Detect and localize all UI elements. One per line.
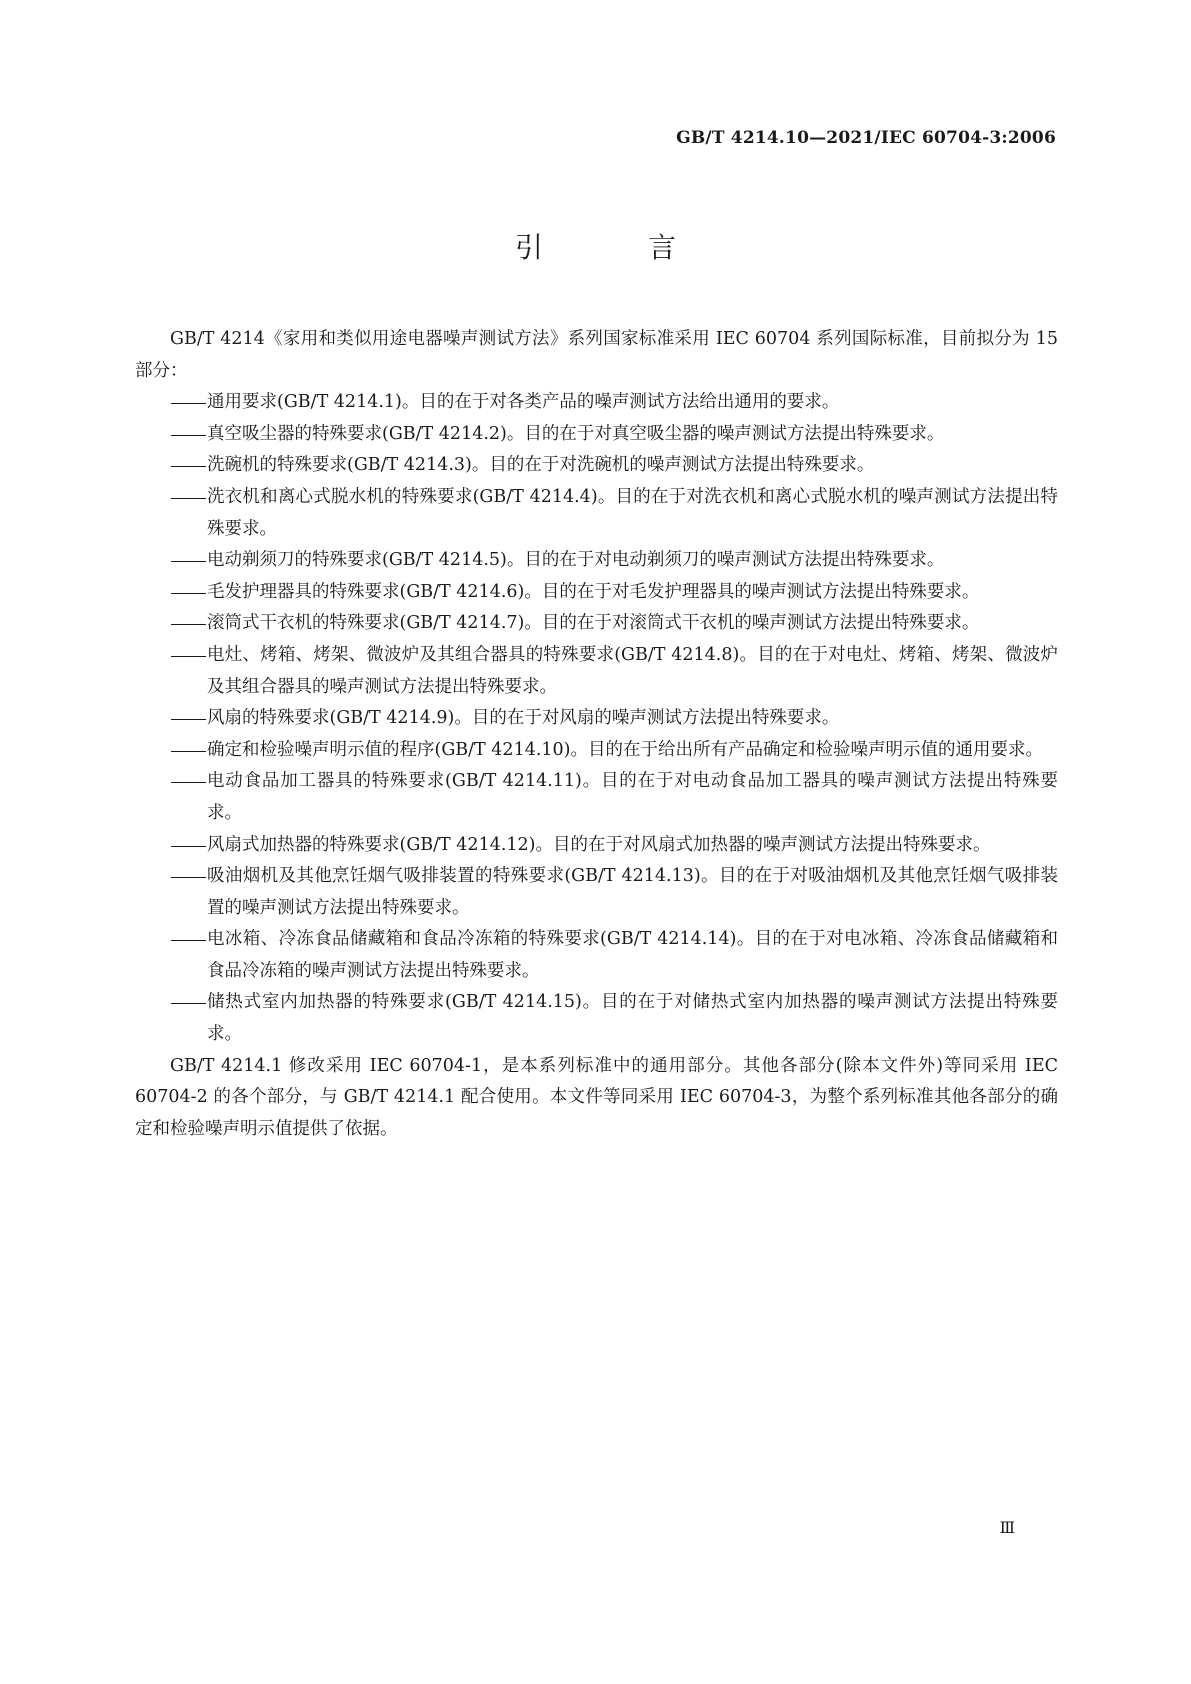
list-item-text: 洗衣机和离心式脱水机的特殊要求(GB/T 4214.4)。目的在于对洗衣机和离心式脱水机的噪声测试方法提出特殊要求。 [207, 486, 1058, 539]
list-item [135, 387, 1058, 419]
list-item-text: 风扇式加热器的特殊要求(GB/T 4214.12)。目的在于对风扇式加热器的噪声测试方法提出特殊要求。 [207, 834, 991, 855]
document-body [135, 324, 1058, 1145]
closing-paragraph: GB/T 4214.1 修改采用 IEC 60704-1，是本系列标准中的通用部分。其他各部分(除本文件外)等同采用 IEC 60704-2 的各个部分，与 GB/T 4214.1 配合使用。本文件等同采用 IEC 60704-3，为整个系列标准其他各部分的确定和检验噪声明示值提供了依据。 [135, 1055, 1058, 1139]
list-item [135, 482, 1058, 545]
list-item-text: 滚筒式干衣机的特殊要求(GB/T 4214.7)。目的在于对滚筒式干衣机的噪声测试方法提出特殊要求。 [207, 613, 980, 634]
list-item [135, 766, 1058, 829]
list-item [135, 640, 1058, 703]
list-item [135, 608, 1058, 640]
list-item-text: 储热式室内加热器的特殊要求(GB/T 4214.15)。目的在于对储热式室内加热器的噪声测试方法提出特殊要求。 [207, 992, 1058, 1045]
list-item-text: 电动剃须刀的特殊要求(GB/T 4214.5)。目的在于对电动剃须刀的噪声测试方法提出特殊要求。 [207, 550, 945, 571]
parts-list [135, 387, 1058, 1050]
list-item [135, 419, 1058, 451]
list-item [135, 545, 1058, 577]
list-item-text: 真空吸尘器的特殊要求(GB/T 4214.2)。目的在于对真空吸尘器的噪声测试方法提出特殊要求。 [207, 423, 945, 444]
list-item [135, 577, 1058, 609]
list-item [135, 735, 1058, 767]
page-title: 引 言 [515, 231, 724, 264]
list-item-text: 确定和检验噪声明示值的程序(GB/T 4214.10)。目的在于给出所有产品确定和检验噪声明示值的通用要求。 [207, 739, 1043, 760]
list-item-text: 电动食品加工器具的特殊要求(GB/T 4214.11)。目的在于对电动食品加工器具的噪声测试方法提出特殊要求。 [207, 771, 1058, 823]
list-item [135, 450, 1058, 482]
list-item [135, 924, 1058, 987]
intro-paragraph: GB/T 4214《家用和类似用途电器噪声测试方法》系列国家标准采用 IEC 60704 系列国际标准，目前拟分为 15 部分： [135, 329, 1058, 381]
list-item-text: 洗碗机的特殊要求(GB/T 4214.3)。目的在于对洗碗机的噪声测试方法提出特殊要求。 [207, 455, 875, 476]
list-item-text: 通用要求(GB/T 4214.1)。目的在于对各类产品的噪声测试方法给出通用的要求。 [207, 392, 840, 413]
list-item [135, 861, 1058, 924]
standard-code-header: GB/T 4214.10—2021/IEC 60704-3:2006 [676, 128, 1056, 148]
list-item-text: 毛发护理器具的特殊要求(GB/T 4214.6)。目的在于对毛发护理器具的噪声测试方法提出特殊要求。 [207, 581, 980, 602]
list-item-text: 风扇的特殊要求(GB/T 4214.9)。目的在于对风扇的噪声测试方法提出特殊要求。 [207, 708, 840, 729]
list-item [135, 703, 1058, 735]
list-item-text: 吸油烟机及其他烹饪烟气吸排装置的特殊要求(GB/T 4214.13)。目的在于对吸油烟机及其他烹饪烟气吸排装置的噪声测试方法提出特殊要求。 [207, 866, 1058, 918]
list-item [135, 987, 1058, 1050]
list-item-text: 电灶、烤箱、烤架、微波炉及其组合器具的特殊要求(GB/T 4214.8)。目的在于对电灶、烤箱、烤架、微波炉及其组合器具的噪声测试方法提出特殊要求。 [207, 644, 1058, 697]
list-item-text: 电冰箱、冷冻食品储藏箱和食品冷冻箱的特殊要求(GB/T 4214.14)。目的在于对电冰箱、冷冻食品储藏箱和食品冷冻箱的噪声测试方法提出特殊要求。 [207, 929, 1058, 981]
page-number: Ⅲ [999, 1518, 1015, 1537]
list-item [135, 830, 1058, 862]
